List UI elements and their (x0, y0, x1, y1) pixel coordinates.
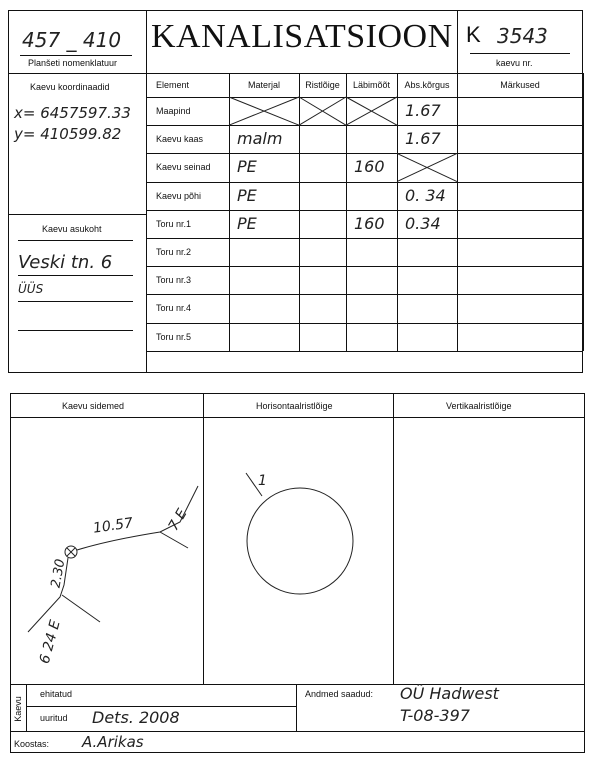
footer-col-divider (296, 684, 297, 731)
table-cell-material: PE (237, 185, 257, 205)
col-diameter-header: Läbimõõt (352, 80, 391, 90)
well-label: kaevu nr. (496, 58, 533, 68)
location-label: Kaevu asukoht (42, 224, 102, 234)
built-label: ehitatud (40, 689, 73, 699)
data-source-value-2: T-08-397 (400, 706, 470, 725)
footer-well-label: Kaevu (12, 696, 23, 722)
col-abs-height-header: Abs.kõrgus (404, 80, 450, 90)
table-cell-material: PE (237, 213, 257, 233)
table-cell-height: 1.67 (405, 129, 441, 149)
horizontal-section-circle (247, 488, 353, 594)
coordinate-y: y= 410599.82 (14, 125, 122, 143)
pipe-branch-right (160, 532, 188, 548)
table-cell-diameter: 160 (354, 213, 385, 233)
col-material-header: Materjal (247, 80, 280, 90)
horizontal-header: Horisontaalristlõige (256, 401, 333, 411)
table-cell-element: Kaevu kaas (156, 134, 204, 145)
sketch-length-1: 10.57 (92, 515, 135, 537)
table-cell-height: 0. 34 (405, 185, 446, 205)
table-cell-element: Toru nr.4 (156, 303, 192, 314)
table-cell-height: 1.67 (405, 101, 441, 120)
footer-mid-line (26, 706, 296, 707)
coordinate-x: x= 6457597.33 (14, 104, 131, 122)
table-cell-element: Toru nr.1 (156, 218, 192, 229)
footer-kaevu-divider (26, 684, 27, 731)
col-cross-section-header: Ristlõige (305, 80, 340, 90)
well-prefix: K (466, 22, 481, 47)
vertical-header: Vertikaalristlõige (446, 401, 512, 411)
table-cell-element: Toru nr.2 (156, 247, 192, 258)
author-value: A.Arikas (82, 733, 144, 751)
table-cell-height: 0.34 (405, 213, 441, 233)
col-element-header: Element (156, 80, 190, 90)
location-line2: ÜÜS (18, 282, 44, 296)
sketch-label-e2: 6 24 E (36, 618, 64, 666)
sketch-length-2: 2.30 (48, 557, 69, 590)
pipe-label: 1 (258, 473, 267, 489)
author-label: Koostas: (14, 739, 50, 749)
table-cell-element: Toru nr.3 (156, 275, 192, 286)
table-cell-element: Kaevu seinad (156, 162, 211, 173)
data-source-label: Andmed saadud: (305, 689, 374, 699)
table-cell-diameter: 160 (354, 157, 385, 177)
table-cell-element: Maapind (156, 106, 191, 117)
connections-header: Kaevu sidemed (62, 401, 125, 411)
pipe-branch-down (62, 595, 100, 622)
table-cell-material: PE (237, 157, 257, 177)
footer-bottom-line (10, 731, 585, 732)
table-cell-element: Toru nr.5 (156, 331, 192, 342)
sketch-label-e1: 7 E (165, 506, 191, 534)
sheet-label: Planšeti nomenklatuur (28, 58, 118, 68)
table-cell-element: Kaevu põhi (156, 190, 202, 201)
page-title: KANALISATSIOON (151, 18, 453, 55)
col-notes-header: Märkused (500, 80, 540, 90)
surveyed-label: uuritud (40, 713, 68, 723)
location-line1: Veski tn. 6 (18, 252, 113, 273)
coordinates-label: Kaevu koordinaadid (30, 82, 110, 92)
sheet-number: 457 _ 410 (22, 28, 122, 52)
table-cell-material: malm (237, 129, 283, 149)
well-number: 3543 (497, 24, 548, 48)
surveyed-value: Dets. 2008 (92, 708, 180, 727)
data-source-value-1: OÜ Hadwest (400, 684, 499, 703)
